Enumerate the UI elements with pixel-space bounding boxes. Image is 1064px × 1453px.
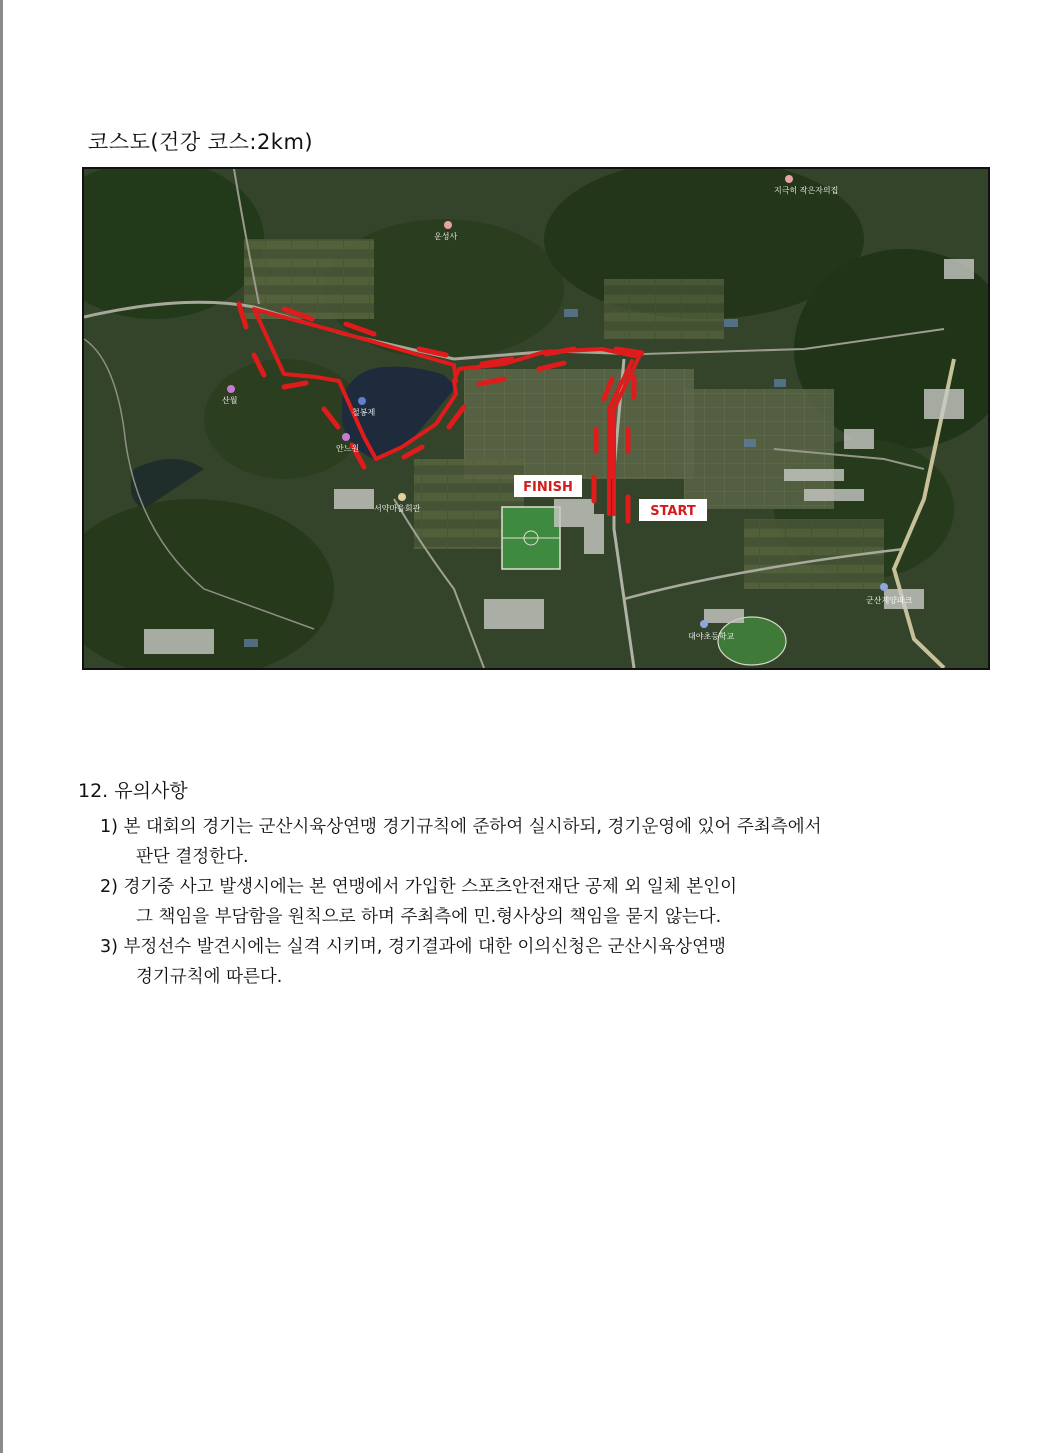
- notice-heading: 12. 유의사항: [78, 780, 188, 802]
- school-field: [718, 617, 786, 665]
- notice-item-1-line2: 판단 결정한다.: [136, 847, 249, 867]
- notice-item-1-line1: 1) 본 대회의 경기는 군산시육상연맹 경기규칙에 준하여 실시하되, 경기운영에 있어 주최측에서: [100, 817, 822, 837]
- school-label: 대야초등학교: [688, 632, 735, 641]
- finish-label-box: [514, 475, 582, 497]
- temple-label: 운성사: [434, 232, 458, 241]
- hall-label: 서약마을회관: [374, 504, 421, 513]
- course-map: [82, 167, 990, 670]
- notice-item-3: [100, 932, 990, 992]
- finish-label: FINISH: [523, 480, 573, 495]
- satellite-map: [84, 169, 988, 668]
- village2-label: 안느원: [336, 444, 360, 453]
- page-edge-rule: [0, 0, 3, 1453]
- notice-item-1: [100, 812, 990, 872]
- course-map-title: 코스도(건강 코스:2km): [88, 130, 314, 154]
- center-label: 지극히 작은자의집: [774, 186, 839, 195]
- village1-label: 산월: [222, 396, 238, 405]
- notice-item-2-line2: 그 책임을 부담함을 원칙으로 하며 주최측에 민.형사상의 책임을 묻지 않는다.: [136, 907, 722, 927]
- reservoir-label: 철봉제: [352, 408, 376, 417]
- apt-label: 군산계양파크: [866, 596, 913, 605]
- start-label-box: [639, 499, 707, 521]
- notice-item-3-line2: 경기규칙에 따른다.: [136, 967, 283, 987]
- notice-item-2: [100, 872, 990, 932]
- start-label: START: [650, 504, 696, 519]
- notice-item-2-line1: 2) 경기중 사고 발생시에는 본 연맹에서 가입한 스포츠안전재단 공제 외 일체 본인이: [100, 877, 738, 897]
- notice-item-3-line1: 3) 부정선수 발견시에는 실격 시키며, 경기결과에 대한 이의신청은 군산시육상연맹: [100, 937, 726, 957]
